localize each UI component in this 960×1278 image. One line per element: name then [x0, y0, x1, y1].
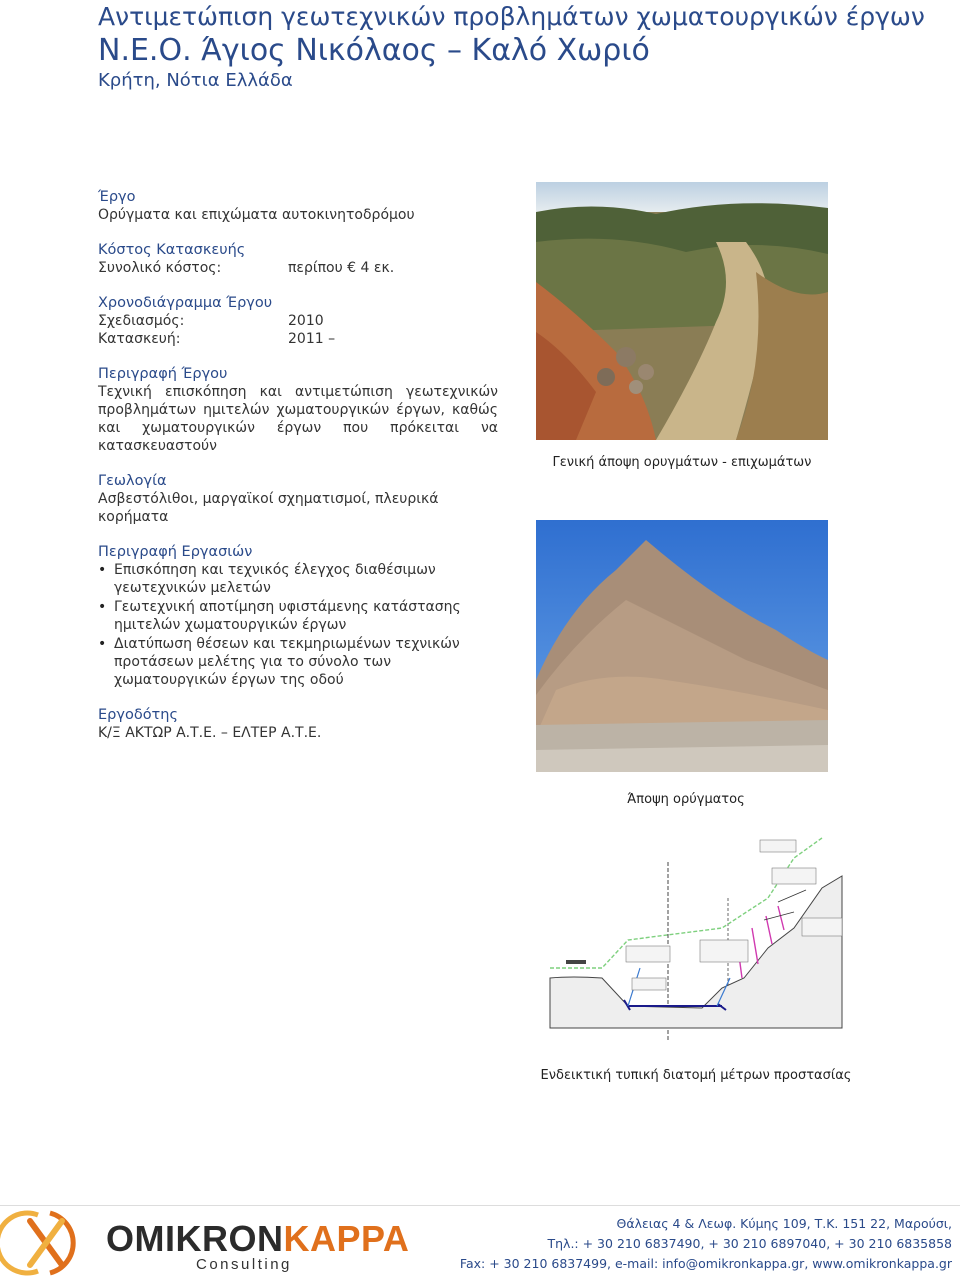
cost-label: Συνολικό κόστος:: [98, 260, 222, 276]
brand-subtitle: Consulting: [196, 1256, 292, 1273]
client-section: [98, 706, 498, 742]
photo-general-view-caption: Γενική άποψη ορυγμάτων - επιχωμάτων: [552, 455, 812, 470]
geology-heading: Γεωλογία: [98, 473, 167, 489]
works-list: [98, 561, 498, 689]
construction-label: Κατασκευή:: [98, 331, 181, 347]
brand-name-omikron: OMIKRON: [106, 1218, 284, 1259]
client-text: Κ/Ξ ΑΚΤΩΡ Α.Τ.Ε. – ΕΛΤΕΡ Α.Τ.Ε.: [98, 725, 322, 741]
works-item: • Επισκόπηση και τεχνικός έλεγχος διαθέσιμων γεωτεχνικών μελετών: [98, 561, 498, 597]
description-section: [98, 365, 498, 455]
works-item: • Γεωτεχνική αποτίμηση υφιστάμενης κατάστασης ημιτελών χωματουργικών έργων: [98, 598, 498, 634]
typical-section-image: [532, 828, 848, 1050]
client-heading: Εργοδότης: [98, 707, 178, 723]
company-address: Θάλειας 4 & Λεωφ. Κύμης 109, Τ.Κ. 151 22, Μαρούσι,: [616, 1216, 952, 1231]
project-info-column: [98, 188, 498, 759]
timeline-section: [98, 294, 498, 348]
geology-text: Ασβεστόλιθοι, μαργαϊκοί σχηματισμοί, πλευρικά κορήματα: [98, 491, 439, 525]
photo-general-view: [536, 182, 828, 440]
cost-heading: Κόστος Κατασκευής: [98, 242, 246, 258]
project-name: Ν.Ε.Ο. Άγιος Νικόλαος – Καλό Χωριό: [98, 33, 650, 68]
photo-cut-view: [536, 520, 828, 772]
description-text: Τεχνική επισκόπηση και αντιμετώπιση γεωτεχνικών προβλημάτων ημιτελών χωματουργικών έργων, καθώς και χωματουργικών έργων που πρόκειται να κατασκευαστούν: [98, 384, 498, 454]
works-heading: Περιγραφή Εργασιών: [98, 544, 253, 560]
document-title: Αντιμετώπιση γεωτεχνικών προβλημάτων χωματουργικών έργων: [98, 2, 925, 31]
project-section: [98, 188, 498, 224]
company-fax-email-web: Fax: + 30 210 6837499, e-mail: info@omikronkappa.gr, www.omikronkappa.gr: [459, 1256, 952, 1271]
photo-cut-view-caption: Άποψη ορύγματος: [627, 792, 745, 807]
geology-section: [98, 472, 498, 526]
timeline-heading: Χρονοδιάγραμμα Έργου: [98, 295, 273, 311]
photo-general-view-image: [536, 182, 828, 440]
construction-value: 2011 –: [288, 331, 336, 347]
brand-name-kappa: KAPPA: [283, 1218, 410, 1259]
typical-section-caption: Ενδεικτική τυπική διατομή μέτρων προστασίας: [540, 1068, 852, 1083]
photo-cut-view-image: [536, 520, 828, 772]
description-heading: Περιγραφή Έργου: [98, 366, 228, 382]
design-label: Σχεδιασμός:: [98, 313, 185, 329]
project-heading: Έργο: [98, 189, 136, 205]
project-text: Ορύγματα και επιχώματα αυτοκινητοδρόμου: [98, 207, 415, 223]
cost-value: περίπου € 4 εκ.: [288, 260, 395, 276]
works-item: • Διατύπωση θέσεων και τεκμηριωμένων τεχνικών προτάσεων μελέτης για το σύνολο των χωματουργικών έργων της οδού: [98, 635, 498, 689]
project-location: Κρήτη, Νότια Ελλάδα: [98, 70, 293, 91]
company-phones: Τηλ.: + 30 210 6837490, + 30 210 6897040, + 30 210 6835858: [547, 1236, 952, 1251]
typical-section-drawing: [532, 828, 848, 1050]
works-section: [98, 543, 498, 689]
cost-section: [98, 241, 498, 277]
brand-wordmark: [106, 1218, 409, 1260]
design-value: 2010: [288, 313, 324, 329]
